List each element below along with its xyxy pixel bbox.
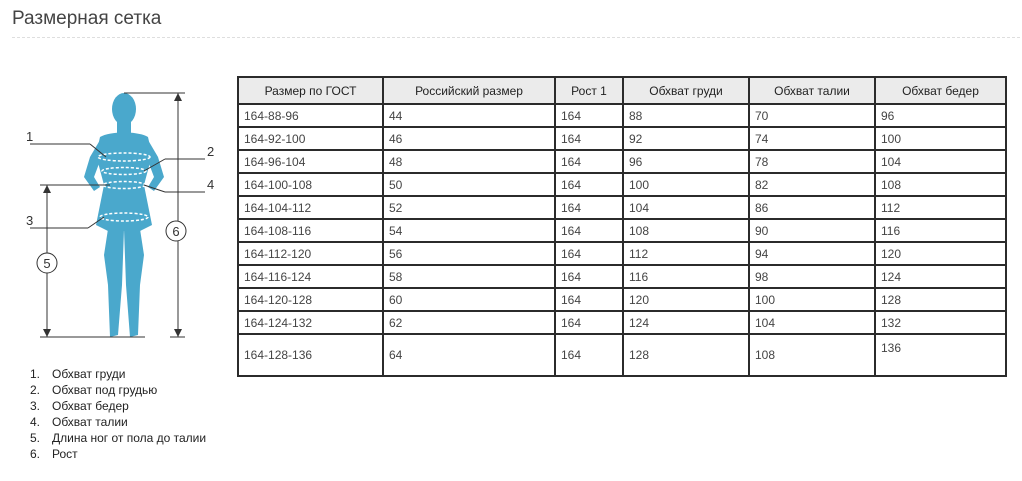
column-header-height: Рост 1 (555, 77, 623, 104)
legend-number: 4. (30, 415, 41, 429)
table-cell: 78 (749, 150, 875, 173)
table-cell: 116 (875, 219, 1006, 242)
table-cell: 164 (555, 104, 623, 127)
table-cell: 124 (875, 265, 1006, 288)
legend-label: Обхват бедер (52, 399, 129, 413)
table-cell: 86 (749, 196, 875, 219)
table-cell: 164 (555, 150, 623, 173)
table-cell: 60 (383, 288, 555, 311)
table-row (238, 288, 1006, 311)
marker-5-circle (37, 253, 57, 273)
table-cell: 164 (555, 265, 623, 288)
table-cell: 56 (383, 242, 555, 265)
body-silhouette-image (20, 85, 220, 355)
table-row (238, 265, 1006, 288)
table-cell: 64 (383, 334, 555, 376)
page-title: Размерная сетка (12, 8, 162, 29)
table-cell: 90 (749, 219, 875, 242)
table-cell: 164-112-120 (238, 242, 383, 265)
table-cell: 96 (623, 150, 749, 173)
table-row (238, 219, 1006, 242)
legend-item (30, 414, 206, 430)
table-cell: 132 (875, 311, 1006, 334)
table-cell: 62 (383, 311, 555, 334)
table-cell: 164 (555, 311, 623, 334)
marker-3: 3 (26, 213, 34, 228)
marker-1: 1 (26, 129, 34, 144)
table-row (238, 311, 1006, 334)
table-row (238, 334, 1006, 376)
table-row (238, 104, 1006, 127)
table-cell: 108 (875, 173, 1006, 196)
table-row (238, 173, 1006, 196)
legend-item (30, 398, 206, 414)
legend-label: Обхват груди (52, 367, 126, 381)
table-cell: 100 (875, 127, 1006, 150)
legend-item (30, 382, 206, 398)
table-cell: 88 (623, 104, 749, 127)
table-cell: 104 (623, 196, 749, 219)
table-cell: 164-120-128 (238, 288, 383, 311)
legend-number: 3. (30, 399, 41, 413)
table-cell: 108 (623, 219, 749, 242)
body-measurement-figure (20, 85, 220, 355)
table-cell: 104 (749, 311, 875, 334)
column-header-chest: Обхват груди (623, 77, 749, 104)
table-cell: 124 (623, 311, 749, 334)
table-cell: 164 (555, 334, 623, 376)
table-cell: 164-108-116 (238, 219, 383, 242)
legend-number: 5. (30, 431, 41, 445)
column-header-waist: Обхват талии (749, 77, 875, 104)
table-row (238, 127, 1006, 150)
marker-2: 2 (207, 144, 215, 159)
table-cell: 120 (875, 242, 1006, 265)
table-cell: 74 (749, 127, 875, 150)
table-cell: 164 (555, 196, 623, 219)
table-cell: 100 (623, 173, 749, 196)
table-cell: 98 (749, 265, 875, 288)
size-chart-table (237, 76, 1007, 377)
legend-number: 1. (30, 367, 41, 381)
table-cell: 108 (749, 334, 875, 376)
column-header-gost-size: Размер по ГОСТ (238, 77, 383, 104)
table-cell: 164 (555, 219, 623, 242)
table-cell: 46 (383, 127, 555, 150)
column-header-russian-size: Российский размер (383, 77, 555, 104)
legend-label: Обхват под грудью (52, 383, 158, 397)
title-divider (12, 37, 1020, 38)
column-header-hips: Обхват бедер (875, 77, 1006, 104)
table-header-row (238, 77, 1006, 104)
table-cell: 164-96-104 (238, 150, 383, 173)
table-cell: 52 (383, 196, 555, 219)
measurement-legend (30, 366, 206, 462)
table-cell: 128 (875, 288, 1006, 311)
legend-number: 2. (30, 383, 41, 397)
legend-item (30, 430, 206, 446)
legend-label: Обхват талии (52, 415, 128, 429)
table-cell: 104 (875, 150, 1006, 173)
legend-item (30, 446, 206, 462)
table-cell: 112 (875, 196, 1006, 219)
table-cell: 164-116-124 (238, 265, 383, 288)
table-cell: 164-128-136 (238, 334, 383, 376)
table-cell: 48 (383, 150, 555, 173)
table-cell: 164-92-100 (238, 127, 383, 150)
legend-label: Рост (52, 447, 78, 461)
body-silhouette (84, 93, 164, 337)
table-row (238, 196, 1006, 219)
table-cell: 136 (875, 334, 1006, 376)
table-cell: 164 (555, 288, 623, 311)
table-cell: 54 (383, 219, 555, 242)
table-cell: 164 (555, 173, 623, 196)
table-cell: 92 (623, 127, 749, 150)
table-cell: 164-88-96 (238, 104, 383, 127)
table-cell: 164-100-108 (238, 173, 383, 196)
marker-4: 4 (207, 177, 215, 192)
table-cell: 44 (383, 104, 555, 127)
legend-number: 6. (30, 447, 41, 461)
table-cell: 164 (555, 127, 623, 150)
table-row (238, 150, 1006, 173)
table-cell: 128 (623, 334, 749, 376)
table-cell: 120 (623, 288, 749, 311)
table-cell: 164-104-112 (238, 196, 383, 219)
marker-6-circle (166, 221, 186, 241)
table-cell: 112 (623, 242, 749, 265)
marker-5: 5 (43, 256, 51, 271)
table-cell: 50 (383, 173, 555, 196)
table-cell: 70 (749, 104, 875, 127)
table-cell: 164-124-132 (238, 311, 383, 334)
table-cell: 58 (383, 265, 555, 288)
legend-item (30, 366, 206, 382)
table-cell: 116 (623, 265, 749, 288)
table-cell: 82 (749, 173, 875, 196)
table-row (238, 242, 1006, 265)
marker-6: 6 (172, 224, 180, 239)
table-cell: 100 (749, 288, 875, 311)
table-cell: 94 (749, 242, 875, 265)
table-cell: 164 (555, 242, 623, 265)
table-cell: 96 (875, 104, 1006, 127)
legend-label: Длина ног от пола до талии (52, 431, 207, 445)
